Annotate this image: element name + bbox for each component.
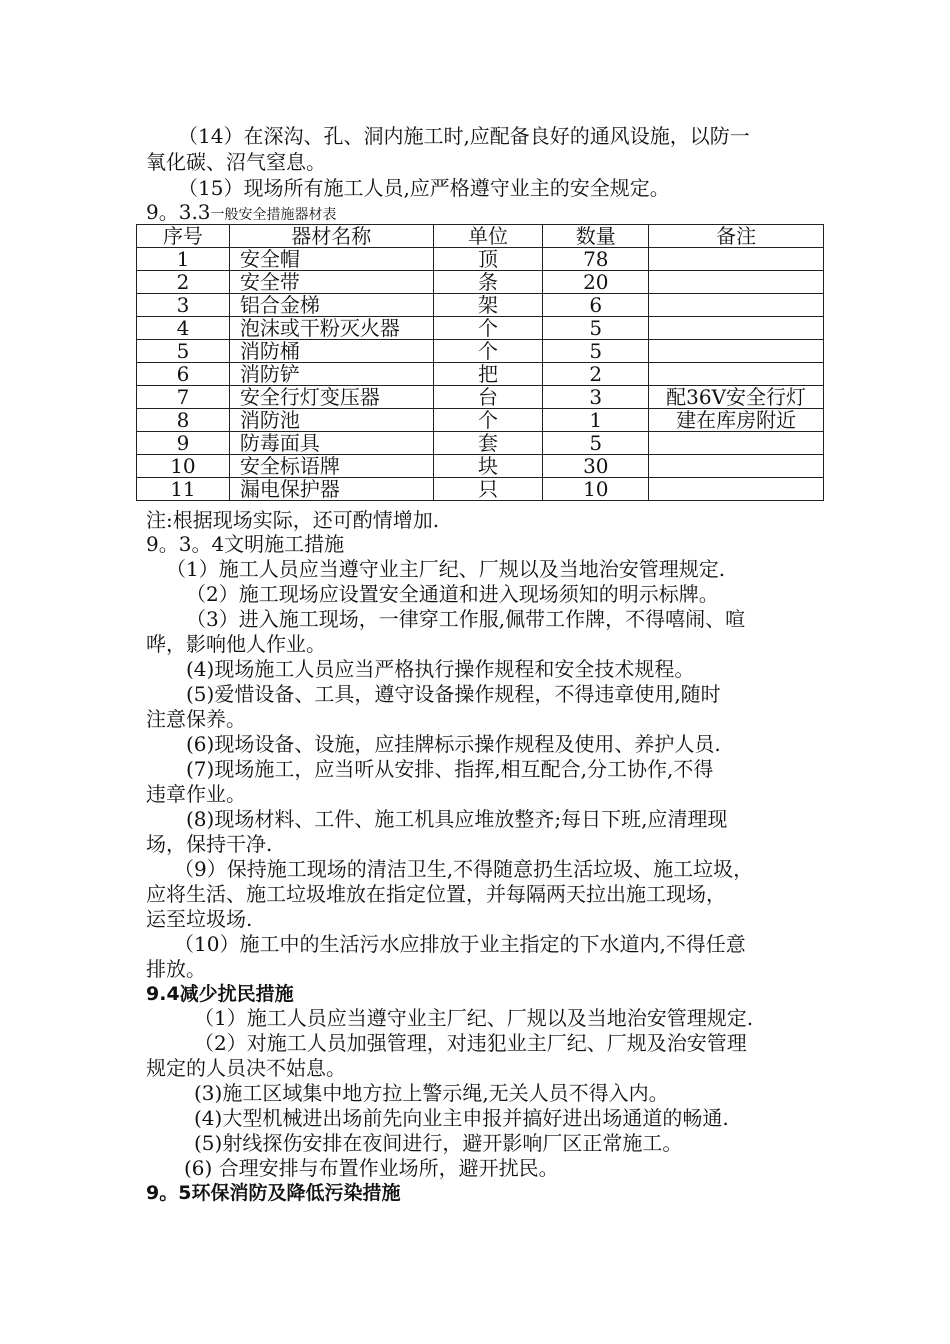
table-caption-text: 一般安全措施器材表 <box>210 207 337 223</box>
header-quantity: 数量 <box>543 225 649 248</box>
cell-unit: 个 <box>433 317 543 340</box>
cell-name: 安全标语牌 <box>229 455 433 478</box>
cell-name: 消防铲 <box>229 363 433 386</box>
cell-index: 5 <box>137 340 230 363</box>
paragraph-line: （2）施工现场应设置安全通道和进入现场须知的明示标牌。 <box>186 582 719 606</box>
paragraph-line: 违章作业。 <box>146 782 246 806</box>
cell-remark: 配36V安全行灯 <box>649 386 824 409</box>
section-title-934: 9。3。4文明施工措施 <box>146 532 345 556</box>
header-unit: 单位 <box>433 225 543 248</box>
paragraph-line: 排放。 <box>146 957 206 981</box>
table-caption-number: 9。3.3 <box>146 200 211 224</box>
paragraph-line: 场，保持干净. <box>146 832 273 856</box>
table-header-row <box>137 225 824 248</box>
cell-index: 2 <box>137 271 230 294</box>
paragraph-line: (7)现场施工，应当听从安排、指挥,相互配合,分工协作,不得 <box>186 757 714 781</box>
paragraph-line: (5)爱惜设备、工具，遵守设备操作规程，不得违章使用,随时 <box>186 682 721 706</box>
paragraph-line: (3)施工区域集中地方拉上警示绳,无关人员不得入内。 <box>194 1081 669 1105</box>
cell-index: 10 <box>137 455 230 478</box>
cell-remark <box>649 271 824 294</box>
cell-unit: 架 <box>433 294 543 317</box>
table-row <box>137 340 824 363</box>
paragraph-line: 哗，影响他人作业。 <box>146 632 326 656</box>
paragraph-line: （1）施工人员应当遵守业主厂纪、厂规以及当地治安管理规定. <box>194 1006 754 1030</box>
paragraph-line: 应将生活、施工垃圾堆放在指定位置，并每隔两天拉出施工现场， <box>146 882 726 906</box>
cell-remark <box>649 478 824 501</box>
cell-index: 9 <box>137 432 230 455</box>
paragraph-line: （10）施工中的生活污水应排放于业主指定的下水道内,不得任意 <box>174 932 746 956</box>
cell-index: 1 <box>137 248 230 271</box>
cell-unit: 个 <box>433 340 543 363</box>
cell-unit: 个 <box>433 409 543 432</box>
cell-name: 消防桶 <box>229 340 433 363</box>
table-row <box>137 455 824 478</box>
paragraph-line: （15）现场所有施工人员,应严格遵守业主的安全规定。 <box>178 176 670 200</box>
cell-remark <box>649 317 824 340</box>
cell-name: 安全带 <box>229 271 433 294</box>
paragraph-line: （14）在深沟、孔、洞内施工时,应配备良好的通风设施，以防一 <box>178 124 750 148</box>
cell-remark: 建在库房附近 <box>649 409 824 432</box>
cell-unit: 顶 <box>433 248 543 271</box>
table-row <box>137 478 824 501</box>
cell-quantity: 2 <box>543 363 649 386</box>
cell-unit: 套 <box>433 432 543 455</box>
cell-remark <box>649 248 824 271</box>
cell-index: 8 <box>137 409 230 432</box>
cell-index: 7 <box>137 386 230 409</box>
cell-quantity: 20 <box>543 271 649 294</box>
cell-quantity: 6 <box>543 294 649 317</box>
cell-quantity: 5 <box>543 432 649 455</box>
paragraph-line: （3）进入施工现场，一律穿工作服,佩带工作牌，不得嘻闹、喧 <box>186 607 746 631</box>
header-remark: 备注 <box>649 225 824 248</box>
cell-name: 漏电保护器 <box>229 478 433 501</box>
table-row <box>137 271 824 294</box>
paragraph-line: (8)现场材料、工件、施工机具应堆放整齐;每日下班,应清理现 <box>186 807 728 831</box>
paragraph-line: 氧化碳、沼气窒息。 <box>146 150 326 174</box>
cell-remark <box>649 363 824 386</box>
section-title-95: 9。5环保消防及降低污染措施 <box>146 1182 401 1204</box>
table-row <box>137 363 824 386</box>
cell-quantity: 30 <box>543 455 649 478</box>
cell-name: 铝合金梯 <box>229 294 433 317</box>
cell-index: 6 <box>137 363 230 386</box>
paragraph-line: 规定的人员决不姑息。 <box>146 1056 346 1080</box>
cell-remark <box>649 455 824 478</box>
table-row <box>137 294 824 317</box>
paragraph-line: (4)现场施工人员应当严格执行操作规程和安全技术规程。 <box>186 657 695 681</box>
cell-unit: 台 <box>433 386 543 409</box>
cell-unit: 条 <box>433 271 543 294</box>
cell-name: 安全行灯变压器 <box>229 386 433 409</box>
table-caption <box>146 200 337 227</box>
paragraph-line: (5)射线探伤安排在夜间进行，避开影响厂区正常施工。 <box>194 1131 683 1155</box>
paragraph-line: (6)现场设备、设施，应挂牌标示操作规程及使用、养护人员. <box>186 732 721 756</box>
header-name: 器材名称 <box>229 225 433 248</box>
safety-equipment-table <box>136 224 824 501</box>
header-index: 序号 <box>137 225 230 248</box>
table-note: 注:根据现场实际，还可酌情增加. <box>146 508 440 532</box>
cell-name: 安全帽 <box>229 248 433 271</box>
cell-remark <box>649 340 824 363</box>
table-row <box>137 432 824 455</box>
cell-remark <box>649 432 824 455</box>
paragraph-line: (6) 合理安排与布置作业场所，避开扰民。 <box>184 1156 559 1180</box>
cell-unit: 块 <box>433 455 543 478</box>
cell-name: 消防池 <box>229 409 433 432</box>
cell-index: 4 <box>137 317 230 340</box>
section-title-94: 9.4减少扰民措施 <box>146 983 294 1005</box>
paragraph-line: （1）施工人员应当遵守业主厂纪、厂规以及当地治安管理规定. <box>166 557 726 581</box>
table-row <box>137 386 824 409</box>
paragraph-line: （9）保持施工现场的清洁卫生,不得随意扔生活垃圾、施工垃圾， <box>174 857 754 881</box>
cell-unit: 把 <box>433 363 543 386</box>
cell-quantity: 78 <box>543 248 649 271</box>
table-row <box>137 409 824 432</box>
paragraph-line: （2）对施工人员加强管理，对违犯业主厂纪、厂规及治安管理 <box>194 1031 747 1055</box>
table-row <box>137 317 824 340</box>
cell-quantity: 5 <box>543 340 649 363</box>
cell-quantity: 5 <box>543 317 649 340</box>
cell-name: 泡沫或干粉灭火器 <box>229 317 433 340</box>
cell-name: 防毒面具 <box>229 432 433 455</box>
cell-quantity: 3 <box>543 386 649 409</box>
table-row <box>137 248 824 271</box>
paragraph-line: 运至垃圾场. <box>146 907 253 931</box>
paragraph-line: (4)大型机械进出场前先向业主申报并搞好进出场通道的畅通. <box>194 1106 729 1130</box>
cell-unit: 只 <box>433 478 543 501</box>
cell-index: 3 <box>137 294 230 317</box>
cell-index: 11 <box>137 478 230 501</box>
cell-quantity: 10 <box>543 478 649 501</box>
paragraph-line: 注意保养。 <box>146 707 246 731</box>
cell-remark <box>649 294 824 317</box>
cell-quantity: 1 <box>543 409 649 432</box>
